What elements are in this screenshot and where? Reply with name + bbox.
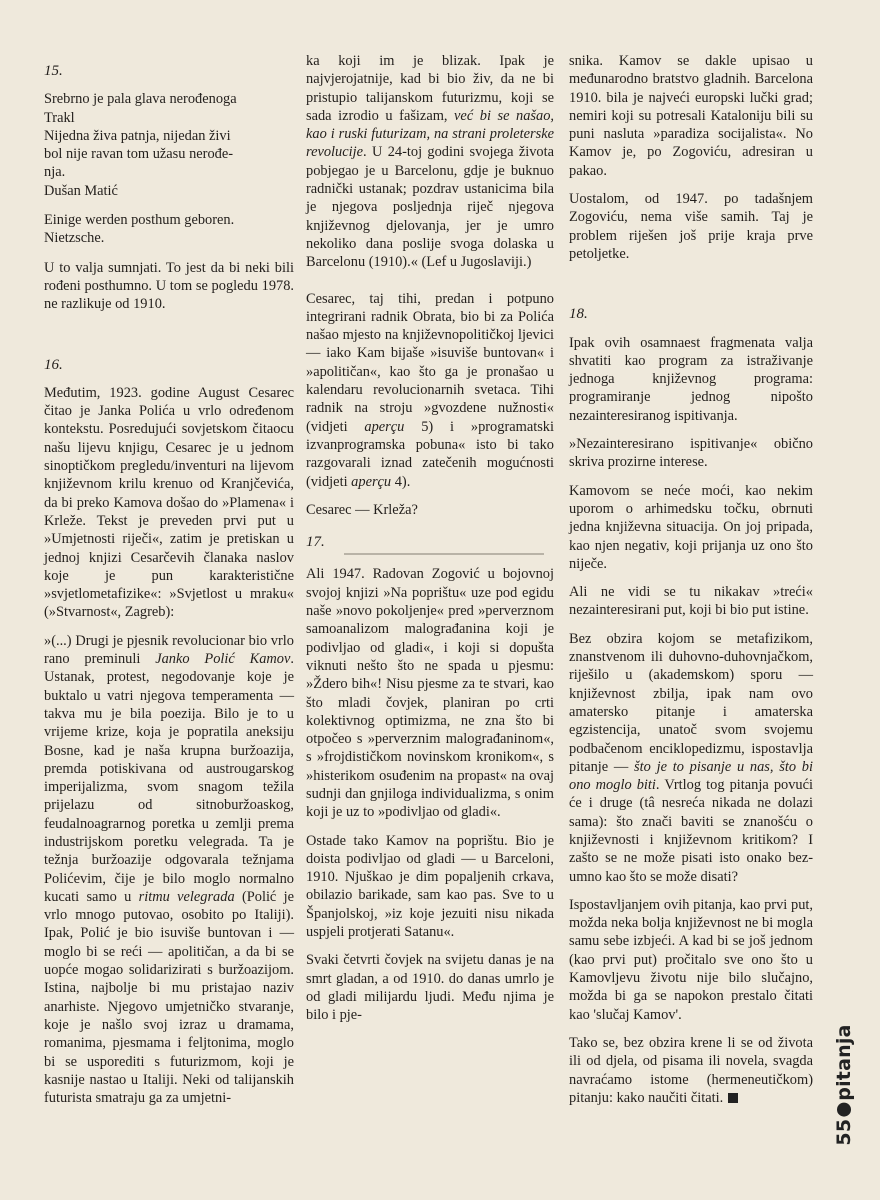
paragraph: Ispostavljanjem ovih pitanja, kao prvi put, možda neka bolja književnost ne bi mogla samu sebe izbjeći. A kad bi se još jednom (kao prvi put) pročitalo sve ono što u Kamovljevu životu nije bilo slučajno, možda bi ga se napokon prestalo čitati kao 'slučaj Kamov'. xyxy=(569,896,813,1023)
emphasis: Janko Polić Kamov xyxy=(155,651,291,668)
end-mark-icon xyxy=(728,1093,738,1103)
paragraph: Cesarec — Krleža? xyxy=(306,501,418,518)
divider-rule xyxy=(344,553,544,555)
section-heading-17: 17. xyxy=(306,534,325,551)
paragraph: »Nezainteresirano ispitivanje« obično skriva prozirne interese. xyxy=(569,436,813,471)
emphasis: aperçu xyxy=(364,418,405,435)
quote-paragraph: »(...) Drugi je pjesnik revolucionar bio vrlo rano preminuli Janko Polić Kamov. Ustanak, protest, negodovanje koje je buktalo u vatri njegova temperamenta — takva mu je bila poezija. Bilo je to u vrijeme krize, koja je popratila aneksiju Bosne, kad je naša krupna buržoazija, premda potiskivana od austrougarskog imperijalizma, svom snagom težila prijelazu od sitnoburžoaskog, feudalnoagrarnog poretka u zemlji prema industrijskom poretku velegrada. Ta je težnja buržoazije odgovarala težnjama Polićevim, čije je bilo moglo normalno kucati samo u ritmu velegrada (Polić je vrlo mnogo putovao, osobito po Italiji). Ipak, Polić je bio isuviše buntovan i — moglo bi se reći — apolitičan, a da bi se uopće mogao solidarizirati s buržoazijom. Istina, najbolje bi mu pristajao naziv anarhiste. Njegovo umjetničko stvaranje, koje je našlo svoj izraz u dramama, romanima, pjesmama i feljtonima, moglo bi se usporediti s futurizmom, koji je kasnije nastao u Italiji. Neki od talijanskih futurista smatraju ga za umjetni- xyxy=(44,632,295,1107)
epigraph-quote: Einige werden posthum geboren. xyxy=(44,212,235,229)
magazine-name: pitanja xyxy=(833,1024,855,1101)
column-middle xyxy=(306,52,554,1035)
paragraph: Tako se, bez obzira krene li se od života ili od djela, od pisama ili novela, svagda navraćamo istome (hermeneutičkom) pitanju: kako naučiti čitati. xyxy=(569,1034,813,1106)
paragraph: snika. Kamov se dakle upisao u međunarodno bratstvo gladnih. Barcelona 1910. bila je najveći europski lučki grad; nemiri koji su potresali Kataloniju bili su puni nasluta »paradiza socijalista«. No Kamov je, po Zogoviću, adresiran u pakao. xyxy=(569,53,813,179)
section-heading-18: 18. xyxy=(569,306,588,323)
paragraph: Ali 1947. Radovan Zogović u bojovnoj svojoj knjizi »Na poprištu« uze pod egidu naše »novo pokoljenje« pred »perverznom samoanalizom malograđanina koji je podivljao od gladi«, i koji si dopušta viknuti nešto što ne spada u pjesmu: »Ždero bih«! Nisu pjesme za te stvari, kao što mladi čovjek, planiran po crti kolektivnog optimizma, ne zna što bi otpočeo s »perverznim malograđaninom«, s »frojdističkom novinskom kronikom«, s »histerikom osuđenim na propast« na ovaj sudnji dan gnjiloga individualizma, s onim koji je uz to »podivljao od gladi«. xyxy=(306,566,554,821)
paragraph: Svaki četvrti čovjek na svijetu danas je na smrt gladan, a od 1910. do danas umrlo je od gladi milijardu ljudi. Među njima je bilo i pje- xyxy=(306,952,554,1024)
emphasis: ritmu velegrada xyxy=(138,888,235,905)
epigraph-author: Dušan Matić xyxy=(44,182,118,199)
page-number: 55 xyxy=(833,1118,855,1146)
logo-dot-icon xyxy=(837,1103,851,1117)
column-right xyxy=(569,52,813,1117)
epigraph-nietzsche xyxy=(44,211,294,248)
epigraph-trakl-matic xyxy=(44,90,294,200)
magazine-mark xyxy=(831,1010,857,1160)
paragraph: Kamovom se neće moći, kao nekim uporom o arhimedsku točku, obrnuti jedna književna situacija. On joj pripada, kao njen negativ, koji prijanja uz ono što niječe. xyxy=(569,482,813,572)
emphasis: što je to pisanje u nas, što bi ono moglo biti xyxy=(569,758,813,794)
paragraph: Ipak ovih osamnaest fragmenata valja shvatiti kao program za istraživanje jednoga književnog programa: programiranje jednog nipošto nezainteresiranog ispitivanja. xyxy=(569,334,813,424)
epigraph-line: nja. xyxy=(44,164,66,181)
emphasis: već bi se našao, kao i ruski futurizam, na strani proleterske revolucije xyxy=(306,107,554,161)
epigraph-line: bol nije ravan tom užasu nerođe- xyxy=(44,146,234,163)
paragraph: Međutim, 1923. godine August Cesarec čitao je Janka Polića u vrlo određenom kontekstu. Posredujući sovjetskom čitaocu našu lijevu knjigu, Cesarec je u jednom sinoptičkom pregledu/inventuri na lijevom književnom krilu krenuo od Kranjčevića, da bi preko Kamova došao do »Plamena« i Krleže. Tekst je preveden prvi put u »Umjetnosti riječi«, zatim je pretiskan u jednoj knjizi Cesarčevih članaka naslov koje je pun karakterističnе »svjetlometafizike«: »Svjetlost u mraku« (»Stvarnost«, Zagreb): xyxy=(44,384,294,621)
paragraph: Ali ne vidi se tu nikakav »treći« nezainteresirani put, koji bi bio put istine. xyxy=(569,584,813,619)
paragraph: U to valja sumnjati. To jest da bi neki bili rođeni posthumno. U tom se pogledu 1978. ne razlikuje od 1910. xyxy=(44,259,294,313)
epigraph-line: Srebrno je pala glava nerođenoga xyxy=(44,91,237,108)
paragraph: ka koji im je blizak. Ipak je najvjerojatnije, kad bi bio živ, da ne bi pristupio talijanskom futurizmu, koji se sada izrodio u fašizam, već bi se našao, kao i ruski futurizam, na strani proleterske revolucije. U 24-toj godini svojega života pobjegao je u Barcelonu, gdje je buknuo radnički ustanak; pozdrav ustanicima bila je njegova posljednja riječ njegova književnog djelovanja, jer je umro nekoliko dana poslije svoga dolaska u Barcelonu (1910).« (Lef u Jugoslaviji.) xyxy=(306,53,554,271)
paragraph: Bez obzira kojom se metafizikom, znanstvenom ili duhovno-duhovnjačkom, riješilo u (akademskom) sporu — književnost zbilja, ipak nam ovo amatersko pitanje i amaterska egzistencija, unatoč svom svojemu podbačenom enciklopedizmu, ispostavlja pitanje — što je to pisanje u nas, što bi ono moglo biti. Vrtlog tog pitanja povući će i druge (tâ nesreća nikada ne dolazi sama): što znači baviti se znanošću o književnosti i književnom kritikom? I zašto se ne može pisati isto onako bez-umno kao što se može disati? xyxy=(569,630,813,885)
paragraph: Ostade tako Kamov na poprištu. Bio je doista podivljao od gladi — u Barceloni, 1910. Njuškao je dim popaljenih crkava, obilazio barikade, sam kao pas. Sve to u Španjolskoj, »iz koje jezuiti nisu nikada uspjeli protjerati Satanu«. xyxy=(306,832,554,941)
column-left xyxy=(44,52,294,1117)
section-heading-15: 15. xyxy=(44,63,63,79)
epigraph-line: Nijedna živa patnja, nijedan živi xyxy=(44,127,231,144)
epigraph-author: Nietzsche. xyxy=(44,230,105,247)
section-heading-16: 16. xyxy=(44,356,63,373)
paragraph: Cesarec, taj tihi, predan i potpuno integrirani radnik Obrata, bio bi za Polića našao mjesto na književnopolitičkoj ljevici — iako Kam bijaše »isuviše buntovan« i »apolitičan«, kao što ga je pronašao u kalendaru revolucionarnih svetaca. Tihi radnik na stroju »gvozdene nužnosti« (vidjeti aperçu 5) i »programatski izvanprogramska pobuna« isto bi tako razgovarali iznad zatečenih mogućnosti (vidjeti aperçu 4). xyxy=(306,290,554,490)
paragraph: Uostalom, od 1947. po tadašnjem Zogoviću, nema više samih. Taj je problem riješen još prije kraja prve petoljetke. xyxy=(569,191,813,262)
emphasis: aperçu xyxy=(351,473,392,490)
epigraph-line: Trakl xyxy=(44,109,75,126)
